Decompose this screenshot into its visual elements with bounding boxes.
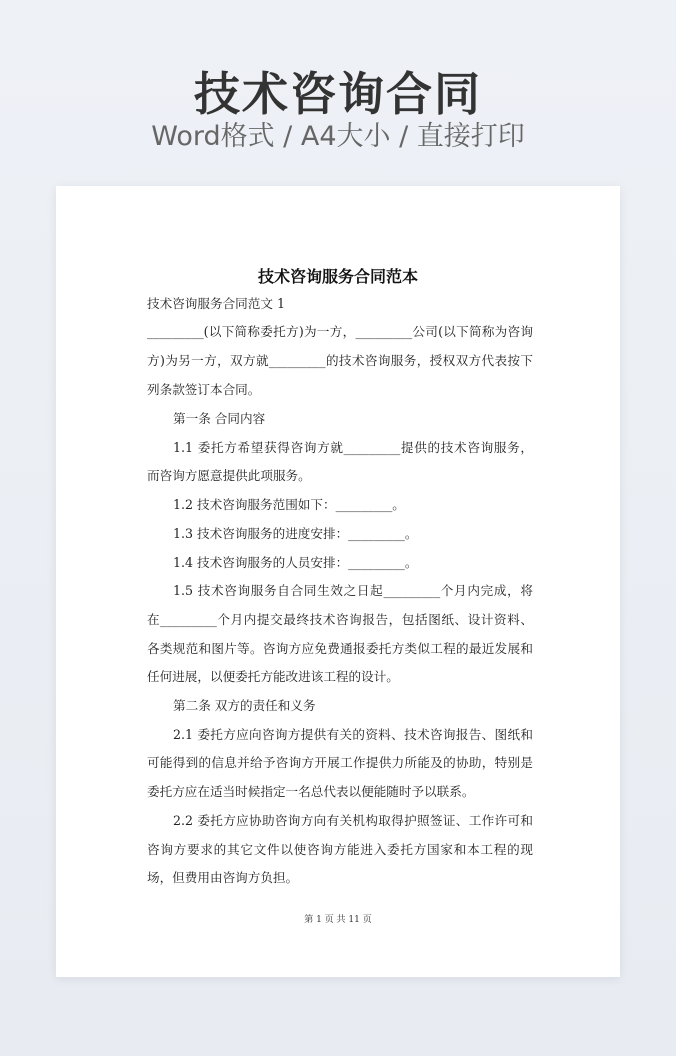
- doc-line: 可能得到的信息并给予咨询方开展工作提供力所能及的协助，特别是: [147, 755, 533, 770]
- banner-subtitle: Word格式 / A4大小 / 直接打印: [151, 121, 525, 152]
- doc-line: 1.1 委托方希望获得咨询方就_________提供的技术咨询服务，: [173, 440, 533, 455]
- doc-line: 方)为另一方，双方就_________的技术咨询服务，授权双方代表按下: [147, 353, 533, 368]
- doc-line: 1.3 技术咨询服务的进度安排：_________。: [173, 526, 418, 541]
- doc-line: 2.1 委托方应向咨询方提供有关的资料、技术咨询报告、图纸和: [173, 727, 533, 742]
- doc-line: 1.5 技术咨询服务自合同生效之日起_________个月内完成，将: [173, 583, 533, 598]
- doc-line: 咨询方要求的其它文件以使咨询方能进入委托方国家和本工程的现: [147, 842, 533, 857]
- doc-line: 在_________个月内提交最终技术咨询报告，包括图纸、设计资料、: [147, 612, 533, 627]
- doc-line: 而咨询方愿意提供此项服务。: [147, 468, 311, 483]
- doc-line: 场，但费用由咨询方负担。: [147, 870, 299, 885]
- doc-line: 1.4 技术咨询服务的人员安排：_________。: [173, 555, 418, 570]
- section-heading: 第二条 双方的责任和义务: [173, 698, 316, 713]
- doc-line: _________(以下简称委托方)为一方，_________公司(以下简称为咨询: [147, 324, 533, 339]
- doc-line: 技术咨询服务合同范文 1: [147, 296, 285, 311]
- section-heading: 第一条 合同内容: [173, 411, 266, 426]
- document-title: 技术咨询服务合同范本: [257, 267, 418, 286]
- doc-line: 委托方应在适当时候指定一名总代表以便能随时予以联系。: [147, 784, 475, 799]
- page-number: 第 1 页 共 11 页: [304, 915, 372, 925]
- doc-line: 任何进展，以便委托方能改进该工程的设计。: [147, 669, 399, 684]
- doc-line: 各类规范和图片等。咨询方应免费通报委托方类似工程的最近发展和: [147, 641, 533, 656]
- banner-title: 技术咨询合同: [194, 67, 482, 121]
- doc-line: 列条款签订本合同。: [147, 382, 261, 397]
- doc-line: 1.2 技术咨询服务范围如下：_________。: [173, 497, 405, 512]
- doc-line: 2.2 委托方应协助咨询方向有关机构取得护照签证、工作许可和: [173, 813, 533, 828]
